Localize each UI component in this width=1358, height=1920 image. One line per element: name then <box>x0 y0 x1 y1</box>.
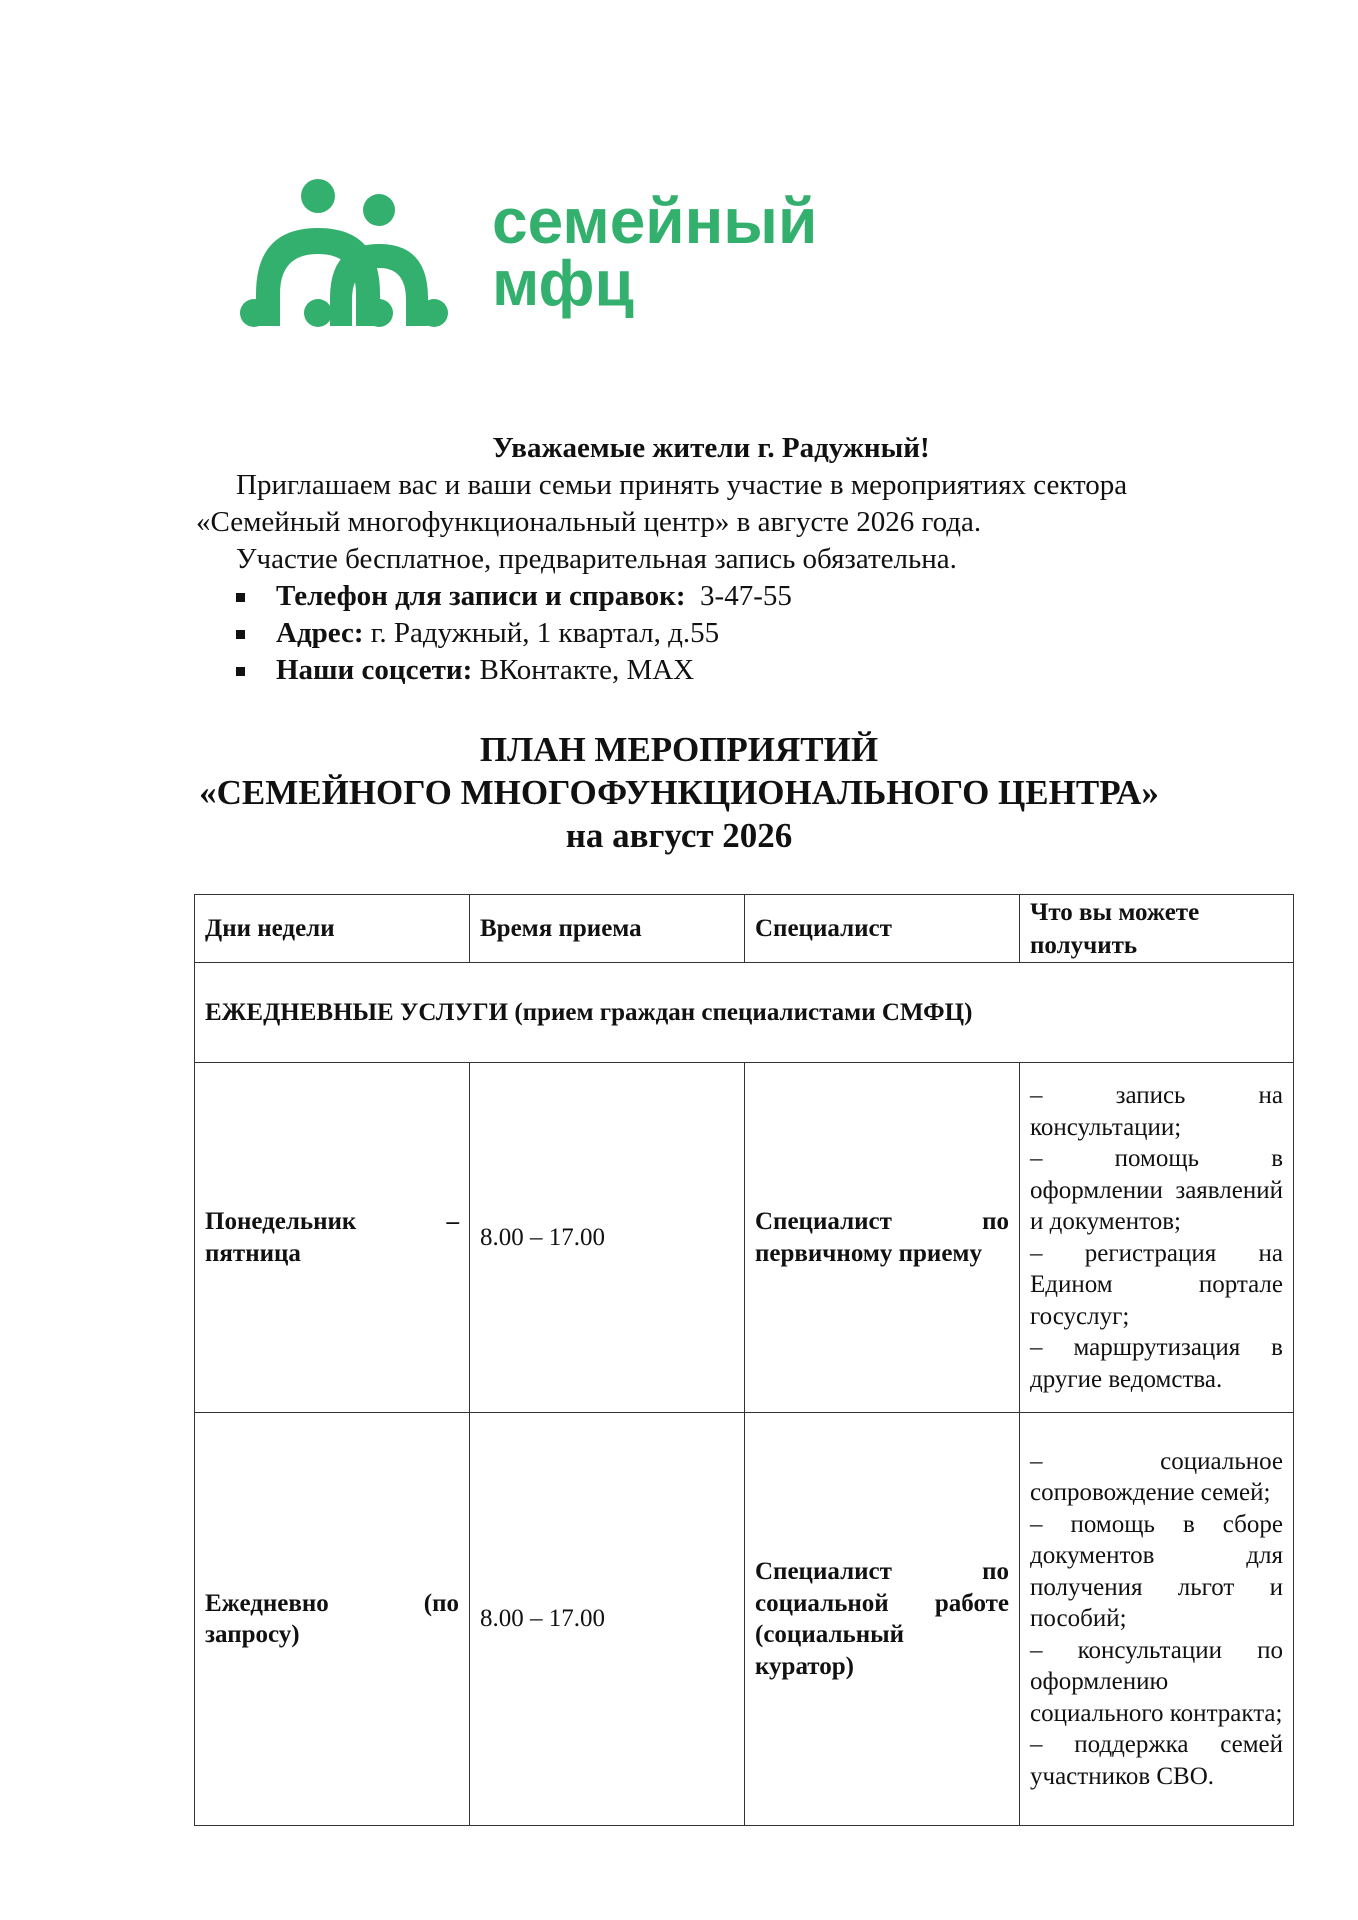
service-item: – регистрация на Едином портале госуслуг; <box>1030 1239 1283 1330</box>
table-row <box>195 1063 1294 1413</box>
address-value: г. Радужный, 1 квартал, д.55 <box>370 617 720 649</box>
row-days: Ежедневно (по запросу) <box>195 1413 470 1826</box>
table-section-row <box>195 963 1294 1063</box>
schedule-table <box>194 894 1294 1826</box>
participation-text: Участие бесплатное, предварительная запись обязательна. <box>236 543 957 575</box>
address-label: Адрес: <box>276 617 364 649</box>
row-specialist: Специалист по первичному приему <box>745 1063 1020 1413</box>
contact-address <box>236 615 1226 652</box>
logo-line-2: мфц <box>492 247 634 319</box>
row-specialist: Специалист по социальной работе (социальный куратор) <box>745 1413 1020 1826</box>
contact-social <box>236 652 1226 689</box>
social-label: Наши соцсети: <box>276 654 473 686</box>
service-item: – поддержка семей участников СВО. <box>1030 1731 1283 1790</box>
plan-title-line-2: «СЕМЕЙНОГО МНОГОФУНКЦИОНАЛЬНОГО ЦЕНТРА» <box>199 773 1159 812</box>
header-days: Дни недели <box>195 895 470 963</box>
service-item: – маршрутизация в другие ведомства. <box>1030 1334 1283 1393</box>
section-daily-services: ЕЖЕДНЕВНЫЕ УСЛУГИ (прием граждан специалистами СМФЦ) <box>195 963 1294 1063</box>
header-services: Что вы можете получить <box>1020 895 1294 963</box>
service-item: – социальное сопровождение семей; <box>1030 1447 1283 1507</box>
plan-title-line-3: на август 2026 <box>565 816 793 855</box>
logo-line-1: семейный <box>492 185 818 257</box>
greeting-heading: Уважаемые жители г. Радужный! <box>492 432 930 464</box>
phone-value: 3-47-55 <box>700 580 792 612</box>
contact-phone <box>236 578 1226 615</box>
logo-wordmark <box>492 185 818 319</box>
header-time: Время приема <box>470 895 745 963</box>
row-services <box>1020 1063 1294 1413</box>
service-item: – консультации по оформлению социального контракта; <box>1030 1636 1283 1727</box>
contact-list <box>196 578 1226 689</box>
service-item: – помощь в оформлении заявлений и документов; <box>1030 1145 1283 1235</box>
row-services <box>1020 1413 1294 1826</box>
row-days: Понедельник – пятница <box>195 1063 470 1413</box>
plan-title <box>150 728 1208 857</box>
row-time: 8.00 – 17.00 <box>470 1413 745 1826</box>
plan-title-line-1: ПЛАН МЕРОПРИЯТИЙ <box>479 730 879 769</box>
table-row <box>195 1413 1294 1826</box>
social-value: ВКонтакте, МАХ <box>479 654 695 686</box>
invitation-text: Приглашаем вас и ваши семьи принять участие в мероприятиях сектора «Семейный многофункциональный центр» в августе 2026 года. <box>196 469 1128 538</box>
header-specialist: Специалист <box>745 895 1020 963</box>
intro-section <box>196 430 1226 689</box>
row-time: 8.00 – 17.00 <box>470 1063 745 1413</box>
table-header-row <box>195 895 1294 963</box>
phone-label: Телефон для записи и справок: <box>276 580 686 612</box>
service-item: – помощь в сборе документов для получения льгот и пособий; <box>1030 1510 1283 1633</box>
service-item: – запись на консультации; <box>1030 1082 1283 1141</box>
